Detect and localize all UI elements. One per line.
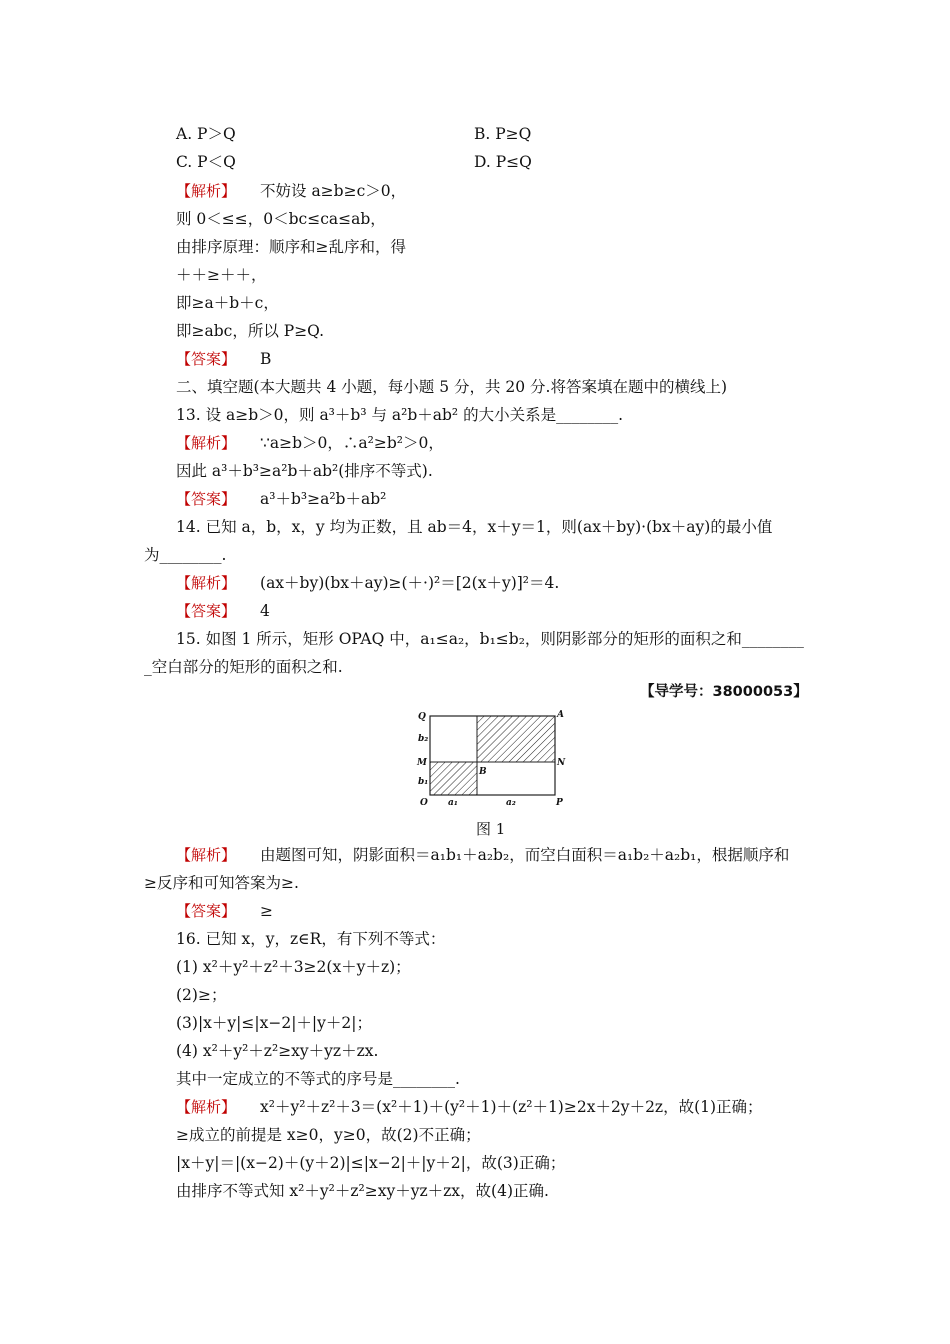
analysis-tag: 【解析】 [176,434,237,452]
figure-caption: 图 1 [476,820,506,838]
q13-answer-line: 【答案】 a³＋b³≥a²b＋ab² [176,490,387,508]
q16-blank-line: 其中一定成立的不等式的序号是________. [176,1070,460,1088]
q13-analysis-line-2: 因此 a³＋b³≥a²b＋ab²(排序不等式). [176,462,433,480]
analysis-tag: 【解析】 [176,846,237,864]
segment-label-a1: a₁ [448,798,458,808]
q14-question-line-1: 14. 已知 a，b，x，y 均为正数，且 ab＝4，x＋y＝1，则(ax＋by)·(bx＋ay)的最小值 [176,518,773,536]
q16-analysis-line-4: 由排序不等式知 x²＋y²＋z²≥xy＋yz＋zx，故(4)正确. [176,1182,549,1200]
q16-question: 16. 已知 x，y，z∈R，有下列不等式： [176,930,446,948]
section-2-heading: 二、填空题(本大题共 4 小题，每小题 5 分，共 20 分.将答案填在题中的横线上) [176,378,728,396]
q12-analysis-line-6: 即≥abc，所以 P≥Q. [176,322,325,340]
q16-analysis-line-1: 【解析】 x²＋y²＋z²＋3＝(x²＋1)＋(y²＋1)＋(z²＋1)≥2x＋2y＋2z，故(1)正确； [176,1098,763,1116]
option-c: C. P＜Q [176,153,236,171]
shaded-rect-bottom-left [430,762,477,795]
point-label-a: A [557,710,564,720]
q12-analysis-line-3: 由排序原理：顺序和≥乱序和，得 [176,238,406,256]
q16-analysis-line-2: ≥成立的前提是 x≥0，y≥0，故(2)不正确； [176,1126,481,1144]
q15-analysis-line-2: ≥反序和可知答案为≥. [144,874,299,892]
q12-analysis-line-2: 则 0＜≤≤，0＜bc≤ca≤ab， [176,210,386,228]
q16-item-4: (4) x²＋y²＋z²≥xy＋yz＋zx. [176,1042,379,1060]
q16-item-3: (3)|x＋y|≤|x−2|＋|y＋2|； [176,1014,372,1032]
segment-label-a2: a₂ [506,798,516,808]
answer-tag: 【答案】 [176,602,237,620]
analysis-tag: 【解析】 [176,574,237,592]
point-label-p: P [556,798,563,808]
point-label-m: M [417,758,427,768]
q14-question-line-2: 为________. [144,546,227,564]
q16-item-2: (2)≥； [176,986,227,1004]
q12-analysis-line-4: ＋＋≥＋＋， [176,266,267,284]
answer-tag: 【答案】 [176,902,237,920]
point-label-b: B [479,767,487,777]
q12-analysis-line-1: 【解析】 不妨设 a≥b≥c＞0， [176,182,407,200]
answer-tag: 【答案】 [176,350,237,368]
q15-question-line-1: 15. 如图 1 所示，矩形 OPAQ 中，a₁≤a₂，b₁≤b₂，则阴影部分的矩形的面积之和________ [176,630,804,648]
q14-analysis-line: 【解析】 (ax＋by)(bx＋ay)≥(＋·)²＝[2(x＋y)]²＝4. [176,574,560,592]
q15-analysis-line-1: 【解析】 由题图可知，阴影面积＝a₁b₁＋a₂b₂，而空白面积＝a₁b₂＋a₂b₁，根据顺序和 [176,846,790,864]
point-label-n: N [557,758,566,768]
analysis-tag: 【解析】 [176,182,237,200]
point-label-q: Q [418,712,426,722]
option-b: B. P≥Q [474,125,532,143]
q14-answer-line: 【答案】 4 [176,602,270,620]
figure-1-rectangle-diagram [410,705,570,811]
q15-answer-line: 【答案】 ≥ [176,902,274,920]
q13-analysis-line-1: 【解析】 ∵a≥b＞0，∴a²≥b²＞0， [176,434,444,452]
q13-question: 13. 设 a≥b＞0，则 a³＋b³ 与 a²b＋ab² 的大小关系是________. [176,406,623,424]
q15-question-line-2: _空白部分的矩形的面积之和. [144,658,343,676]
option-d: D. P≤Q [474,153,532,171]
guide-number: 【导学号：38000053】 [640,684,808,700]
option-a: A. P＞Q [176,125,236,143]
segment-label-b1: b₁ [418,777,429,787]
q16-item-1: (1) x²＋y²＋z²＋3≥2(x＋y＋z)； [176,958,411,976]
shaded-rect-top-right [477,716,555,762]
q12-analysis-line-5: 即≥a＋b＋c， [176,294,279,312]
q16-analysis-line-3: |x＋y|＝|(x−2)＋(y＋2)|≤|x−2|＋|y＋2|，故(3)正确； [176,1154,566,1172]
segment-label-b2: b₂ [418,734,429,744]
analysis-tag: 【解析】 [176,1098,237,1116]
answer-tag: 【答案】 [176,490,237,508]
point-label-o: O [420,798,428,808]
q12-answer-line: 【答案】 B [176,350,272,368]
